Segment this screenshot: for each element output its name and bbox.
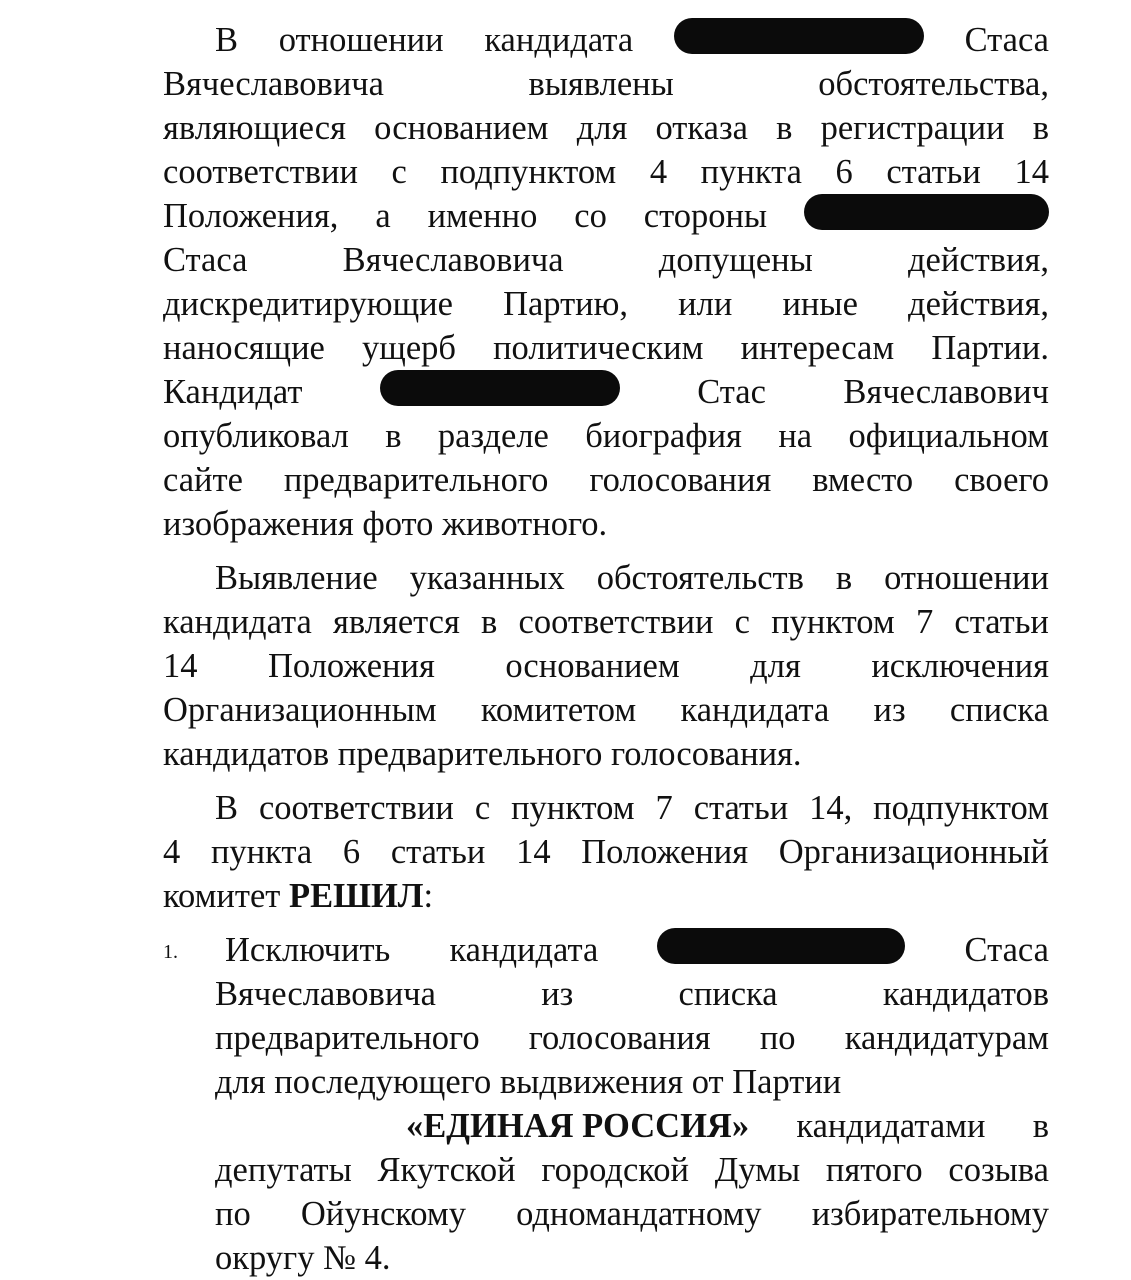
word: кандидатов: [882, 975, 1049, 1013]
word: 6: [835, 153, 853, 191]
p1-line-4: [163, 150, 1049, 194]
word: 14: [1014, 153, 1049, 191]
word: обстоятельств: [596, 559, 804, 597]
p2-line-3: [163, 644, 1049, 688]
p1-line-7: [163, 282, 1049, 326]
word: стороны: [643, 197, 768, 235]
word: Организационный: [778, 833, 1049, 871]
word: Вячеславовича: [163, 65, 384, 103]
word: вместо: [812, 461, 914, 499]
word: отношении: [884, 559, 1049, 597]
word: списка: [949, 691, 1049, 729]
word: Партию,: [503, 285, 629, 323]
word: пункта: [210, 833, 313, 871]
word: для: [750, 647, 801, 685]
word: официальном: [848, 417, 1049, 455]
word: кандидата: [484, 21, 634, 59]
word: Выявление: [215, 559, 378, 597]
word: допущены: [658, 241, 813, 279]
word: или: [678, 285, 733, 323]
word: подпунктом: [440, 153, 617, 191]
word: Организационным: [163, 691, 437, 729]
word: кандидата: [449, 931, 599, 969]
word: Думы: [714, 1151, 801, 1189]
word: для: [576, 109, 628, 147]
p1-line-6: [163, 238, 1049, 282]
word: Вячеславовича: [215, 975, 436, 1013]
word: Исключить: [225, 931, 391, 969]
word: политическим: [493, 329, 704, 367]
word: Стас: [697, 373, 766, 411]
word: предварительного: [283, 461, 549, 499]
p3-line-1: [215, 786, 1049, 830]
word: статьи: [390, 833, 486, 871]
word: Вячеславович: [843, 373, 1049, 411]
word: с: [734, 603, 750, 641]
word: комитет: [163, 877, 289, 915]
word: действия,: [908, 241, 1049, 279]
word: разделе: [437, 417, 549, 455]
word: с: [391, 153, 407, 191]
p1-line-5: [163, 194, 1049, 238]
word: именно: [427, 197, 538, 235]
redacted-surname: [657, 928, 905, 964]
word: 4: [163, 833, 181, 871]
word: 7: [655, 789, 673, 827]
word: подпунктом: [873, 789, 1049, 827]
word: Стаса: [163, 241, 248, 279]
decision-line-1: [225, 928, 1049, 972]
word: :: [423, 877, 434, 915]
p1-line-12: изображения фото животного.: [163, 505, 608, 543]
word: действия,: [908, 285, 1049, 323]
word: а: [375, 197, 391, 235]
word: статьи: [693, 789, 789, 827]
p3-line-2: [163, 830, 1049, 874]
word: в: [835, 559, 853, 597]
word: основанием: [374, 109, 549, 147]
word: созыва: [948, 1151, 1049, 1189]
word: в: [1032, 109, 1049, 147]
word: депутаты: [215, 1151, 352, 1189]
decision-line-4: для последующего выдвижения от Партии: [215, 1063, 842, 1101]
word: является: [333, 603, 460, 641]
decision-line-3: [215, 1016, 1049, 1060]
p2-line-2: [163, 600, 1049, 644]
word: сайте: [163, 461, 243, 499]
decision-keyword: РЕШИЛ: [289, 877, 424, 915]
word: кандидата: [680, 691, 830, 729]
word: Стаса: [964, 21, 1049, 59]
word: соответствии: [163, 153, 358, 191]
word: отношении: [278, 21, 444, 59]
word: из: [541, 975, 574, 1013]
decision-line-5: [406, 1104, 1049, 1148]
p1-line-8: [163, 326, 1049, 370]
word: кандидатурам: [844, 1019, 1049, 1057]
word: комитетом: [480, 691, 637, 729]
word: Стаса: [964, 931, 1049, 969]
word: интересам: [740, 329, 895, 367]
word: со: [574, 197, 607, 235]
word: биография: [585, 417, 742, 455]
p2-line-5: кандидатов предварительного голосования.: [163, 735, 802, 773]
word: 7: [915, 603, 934, 641]
p1-line-1: [215, 18, 1049, 62]
word: 4: [649, 153, 668, 191]
word: иные: [782, 285, 858, 323]
word: 6: [342, 833, 361, 871]
decision-line-6: [215, 1148, 1049, 1192]
word: в: [481, 603, 498, 641]
word: своего: [954, 461, 1049, 499]
word: Партии.: [931, 329, 1049, 367]
word: В: [215, 21, 239, 59]
word: являющиеся: [163, 109, 346, 147]
word: предварительного: [215, 1019, 480, 1057]
word: Кандидат: [163, 373, 303, 411]
decision-line-7: [215, 1192, 1049, 1236]
redacted-surname: [380, 370, 620, 406]
p1-line-11: [163, 458, 1049, 502]
word: В: [215, 789, 239, 827]
word: соответствии: [518, 603, 714, 641]
list-number: 1.: [163, 941, 178, 963]
redacted-surname: [804, 194, 1049, 230]
p1-line-10: [163, 414, 1049, 458]
word: статьи: [886, 153, 981, 191]
p1-line-2: [163, 62, 1049, 106]
word: Ойунскому: [300, 1195, 466, 1233]
word: указанных: [409, 559, 565, 597]
word: Положения: [581, 833, 749, 871]
redacted-surname: [674, 18, 924, 54]
word: регистрации: [820, 109, 1005, 147]
word: наносящие: [163, 329, 325, 367]
word: ущерб: [362, 329, 456, 367]
word: списка: [678, 975, 778, 1013]
p1-line-9: [163, 370, 1049, 414]
word: основанием: [505, 647, 680, 685]
word: 14: [163, 647, 198, 685]
p1-line-3: [163, 106, 1049, 150]
p2-line-1: [215, 556, 1049, 600]
word: городской: [541, 1151, 690, 1189]
word: кандидатами: [796, 1107, 986, 1145]
word: голосования: [528, 1019, 711, 1057]
word: с: [474, 789, 491, 827]
word: в: [1032, 1107, 1049, 1145]
word: опубликовал: [163, 417, 349, 455]
word: пятого: [825, 1151, 923, 1189]
word: на: [778, 417, 813, 455]
word: обстоятельства,: [818, 65, 1049, 103]
word: в: [385, 417, 402, 455]
word: дискредитирующие: [163, 285, 453, 323]
word: из: [873, 691, 906, 729]
word: избирательному: [811, 1195, 1049, 1233]
word: голосования: [589, 461, 772, 499]
word: одномандатному: [516, 1195, 762, 1233]
word: по: [759, 1019, 796, 1057]
word: Вячеславовича: [342, 241, 564, 279]
word: выявлены: [528, 65, 674, 103]
word: 14,: [809, 789, 853, 827]
word: Якутской: [377, 1151, 516, 1189]
word: в: [776, 109, 793, 147]
word: исключения: [871, 647, 1049, 685]
word: пункта: [700, 153, 802, 191]
word: 14: [516, 833, 551, 871]
party-name: «ЕДИНАЯ РОССИЯ»: [406, 1107, 750, 1145]
word: соответствии: [258, 789, 454, 827]
decision-line-2: [215, 972, 1049, 1016]
word: статьи: [954, 603, 1049, 641]
p3-line-3: [163, 874, 1049, 918]
word: пунктом: [771, 603, 895, 641]
word: отказа: [655, 109, 748, 147]
word: Положения,: [163, 197, 339, 235]
word: по: [215, 1195, 251, 1233]
p2-line-4: [163, 688, 1049, 732]
word: пунктом: [511, 789, 635, 827]
decision-line-8: округу № 4.: [215, 1239, 391, 1277]
word: кандидата: [163, 603, 312, 641]
word: Положения: [268, 647, 435, 685]
